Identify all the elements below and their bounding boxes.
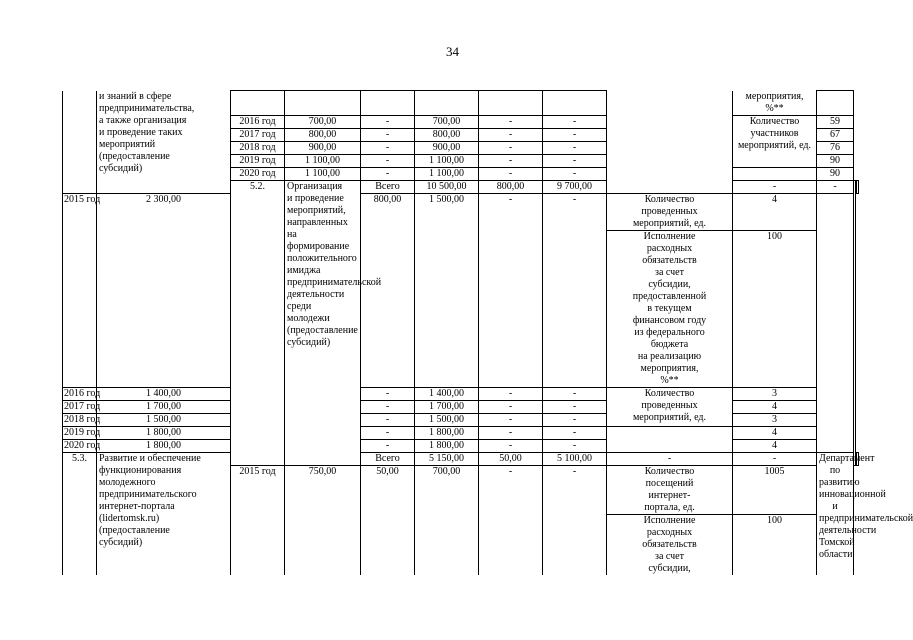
extra-cell: - xyxy=(543,168,607,181)
program-table xyxy=(62,90,913,575)
year-cell: 2016 год xyxy=(231,116,285,129)
year-cell: 2017 год xyxy=(231,129,285,142)
federal-cell: - xyxy=(361,142,415,155)
value-cell: 59 xyxy=(817,116,854,129)
page-number: 34 xyxy=(446,44,459,59)
extra-cell: - xyxy=(543,388,607,401)
extra-cell: - xyxy=(543,414,607,427)
value-cell: 4 xyxy=(733,401,817,414)
total-cell: 1 800,00 xyxy=(97,427,231,440)
extra-cell: - xyxy=(543,155,607,168)
value-cell: 100 xyxy=(733,515,817,576)
total-cell: 800,00 xyxy=(285,129,361,142)
regional-cell: 9 700,00 xyxy=(543,181,607,194)
item-title: и знаний в сфере предпринимательства, а также организация и проведение таких мероприятий (предоставление субсидий) xyxy=(97,91,231,194)
item-number: 5.3. xyxy=(63,453,97,576)
regional-cell: 1 800,00 xyxy=(415,427,479,440)
table-row xyxy=(63,414,859,427)
total-cell: 10 500,00 xyxy=(415,181,479,194)
year-cell: 2017 год xyxy=(64,401,101,412)
total-cell: 1 100,00 xyxy=(285,168,361,181)
federal-cell: - xyxy=(361,116,415,129)
extra-cell: - xyxy=(543,142,607,155)
local-cell: - xyxy=(479,440,543,453)
local-cell: - xyxy=(479,116,543,129)
year-cell: 2015 год xyxy=(231,466,285,576)
indicator-cell: Исполнение расходных обязательств за счет субсидии, предоставленной в текущем финансовом году из федерального бюджета на реализацию мероприятия, %** xyxy=(607,231,733,388)
local-cell: - xyxy=(607,453,733,466)
extra-cell: - xyxy=(543,129,607,142)
item-number: 5.2. xyxy=(231,181,285,466)
year-cell: 2020 год xyxy=(231,168,285,181)
local-cell: - xyxy=(479,427,543,440)
indicator-cell: Количество участников мероприятий, ед. xyxy=(733,116,817,168)
federal-cell: - xyxy=(361,388,415,401)
indicator-cell: мероприятия, %** xyxy=(733,91,817,116)
year-cell: 2020 год xyxy=(64,440,101,451)
local-cell: - xyxy=(479,129,543,142)
local-cell: - xyxy=(479,388,543,401)
extra-cell: - xyxy=(543,440,607,453)
federal-cell: - xyxy=(361,440,415,453)
federal-cell: - xyxy=(361,168,415,181)
value-cell: 100 xyxy=(733,231,817,388)
table-row xyxy=(63,388,859,401)
value-cell: 3 xyxy=(733,388,817,401)
value-cell: 1005 xyxy=(733,466,817,515)
total-cell: 1 700,00 xyxy=(97,401,231,414)
local-cell: - xyxy=(479,466,543,576)
total-cell: 750,00 xyxy=(285,466,361,576)
federal-cell: - xyxy=(361,414,415,427)
value-cell: 90 xyxy=(817,155,854,168)
regional-cell: 1 800,00 xyxy=(415,440,479,453)
regional-cell: 1 100,00 xyxy=(415,155,479,168)
regional-cell: 1 700,00 xyxy=(415,401,479,414)
extra-cell: - xyxy=(543,427,607,440)
total-cell: 1 100,00 xyxy=(285,155,361,168)
extra-cell: - xyxy=(543,194,607,388)
year-cell: 2016 год xyxy=(64,388,101,399)
indicator-cell: Количество посещений интернет- портала, ед. xyxy=(607,466,733,515)
regional-cell: 900,00 xyxy=(415,142,479,155)
total-cell: 700,00 xyxy=(285,116,361,129)
federal-cell: - xyxy=(361,401,415,414)
local-cell: - xyxy=(479,168,543,181)
regional-cell: 1 500,00 xyxy=(415,194,479,388)
extra-cell: - xyxy=(543,401,607,414)
regional-cell: 800,00 xyxy=(415,129,479,142)
regional-cell: 1 400,00 xyxy=(415,388,479,401)
year-cell: 2019 год xyxy=(231,155,285,168)
federal-cell: - xyxy=(361,155,415,168)
local-cell: - xyxy=(479,414,543,427)
responsible-department xyxy=(854,181,856,466)
value-cell: 90 xyxy=(817,168,854,181)
extra-cell: - xyxy=(733,453,817,466)
total-cell: 900,00 xyxy=(285,142,361,155)
responsible-cell xyxy=(607,91,733,194)
federal-cell: 800,00 xyxy=(479,181,543,194)
local-cell: - xyxy=(479,155,543,168)
local-cell: - xyxy=(479,401,543,414)
regional-cell: 1 500,00 xyxy=(415,414,479,427)
indicator-cell: Количество проведенных мероприятий, ед. xyxy=(607,388,733,427)
extra-cell: - xyxy=(543,116,607,129)
table-row xyxy=(63,194,859,231)
regional-cell: 700,00 xyxy=(415,466,479,576)
federal-cell: - xyxy=(361,129,415,142)
federal-cell: 50,00 xyxy=(361,466,415,576)
federal-cell: 800,00 xyxy=(361,194,415,388)
year-cell: 2018 год xyxy=(64,414,101,425)
table-row xyxy=(63,427,859,440)
local-cell: - xyxy=(479,142,543,155)
total-cell: 2 300,00 xyxy=(97,194,231,388)
regional-cell: 700,00 xyxy=(415,116,479,129)
value-cell: 4 xyxy=(733,194,817,231)
table-row xyxy=(63,91,859,116)
year-cell: 2018 год xyxy=(231,142,285,155)
year-cell: 2015 год xyxy=(63,194,97,388)
year-cell: 2019 год xyxy=(64,427,101,438)
table-row xyxy=(63,453,859,466)
federal-cell: - xyxy=(361,427,415,440)
value-cell xyxy=(857,181,859,194)
total-cell: 5 150,00 xyxy=(415,453,479,466)
extra-cell: - xyxy=(543,466,607,576)
value-cell: 4 xyxy=(733,440,817,453)
total-cell: 1 400,00 xyxy=(97,388,231,401)
item-number-cell xyxy=(63,91,97,194)
value-cell: 67 xyxy=(817,129,854,142)
local-cell: - xyxy=(733,181,817,194)
total-cell: 1 800,00 xyxy=(97,440,231,453)
value-cell: 4 xyxy=(733,427,817,440)
table-row xyxy=(63,401,859,414)
value-cell: 76 xyxy=(817,142,854,155)
responsible-department: Департамент по развитию инновационной и предпринимательской деятельности Томской области xyxy=(817,453,854,576)
table-row xyxy=(63,440,859,453)
regional-cell: 1 100,00 xyxy=(415,168,479,181)
indicator-cell: Количество проведенных мероприятий, ед. xyxy=(607,194,733,231)
extra-cell: - xyxy=(817,181,854,194)
item-title: Развитие и обеспечение функционирования молодежного предпринимательского интернет-портала (lidertomsk.ru) (предоставление субсидий) xyxy=(97,453,231,576)
federal-cell: 50,00 xyxy=(479,453,543,466)
year-cell: Всего xyxy=(361,453,415,466)
indicator-cell: Исполнение расходных обязательств за счет субсидии, xyxy=(607,515,733,576)
year-cell: Всего xyxy=(361,181,415,194)
item-title: Организация и проведение мероприятий, направленных на формирование положительного имиджа предпринимательской деятельности среди молодежи (предоставление субсидий) xyxy=(285,181,361,466)
regional-cell: 5 100,00 xyxy=(543,453,607,466)
value-cell: 3 xyxy=(733,414,817,427)
local-cell: - xyxy=(479,194,543,388)
total-cell: 1 500,00 xyxy=(97,414,231,427)
